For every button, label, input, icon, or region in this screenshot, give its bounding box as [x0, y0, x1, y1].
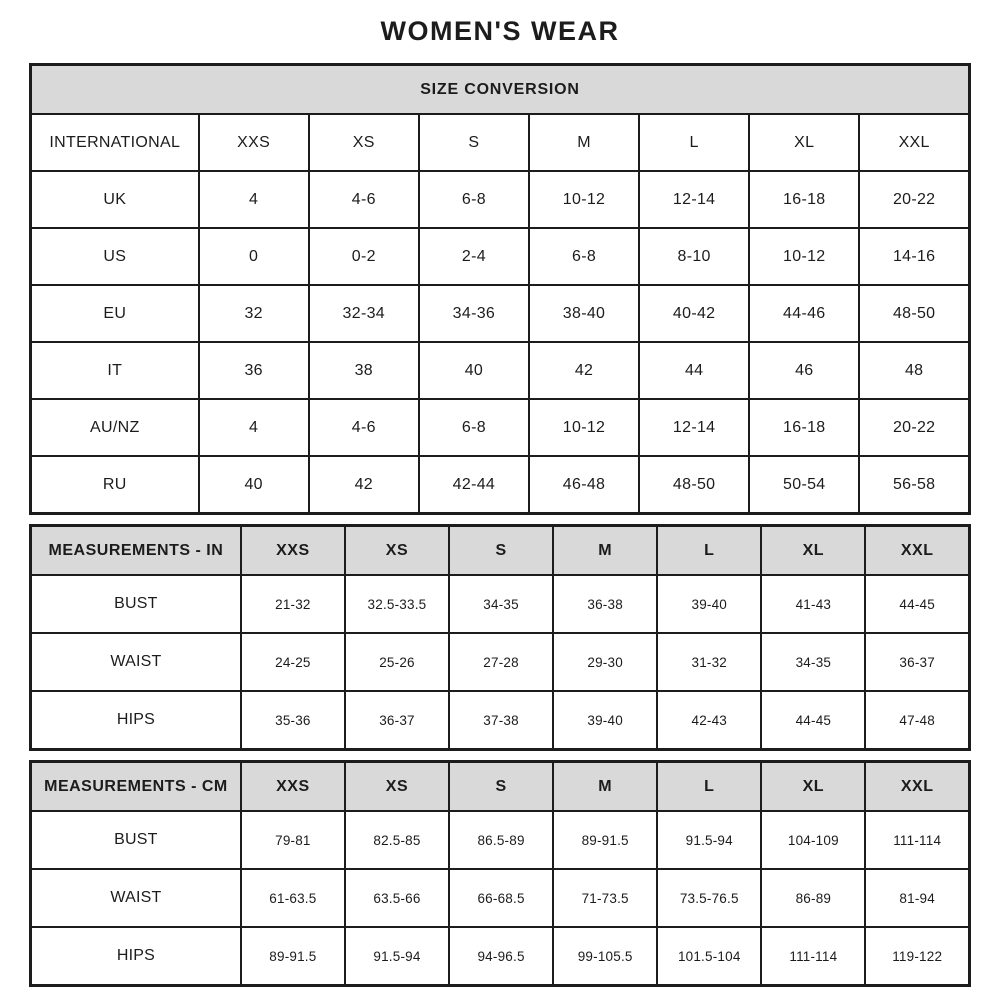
size-value-cell: 42 [309, 456, 419, 514]
column-header-size: XS [309, 114, 419, 171]
size-value-cell: 42-43 [657, 691, 761, 750]
size-value-cell: 20-22 [859, 171, 969, 228]
size-value-cell: 32-34 [309, 285, 419, 342]
size-value-cell: 4 [199, 399, 309, 456]
size-value-cell: 91.5-94 [657, 811, 761, 869]
size-value-cell: 44-45 [865, 575, 969, 633]
row-label: UK [31, 171, 199, 228]
size-value-cell: 39-40 [657, 575, 761, 633]
size-value-cell: 89-91.5 [553, 811, 657, 869]
size-value-cell: 40-42 [639, 285, 749, 342]
column-header-size: XXL [865, 762, 969, 812]
column-header-size: XXL [865, 526, 969, 576]
size-value-cell: 34-36 [419, 285, 529, 342]
measurements-cm-row [31, 927, 970, 986]
column-header-size: L [657, 526, 761, 576]
row-label: EU [31, 285, 199, 342]
size-value-cell: 44 [639, 342, 749, 399]
size-value-cell: 10-12 [529, 171, 639, 228]
size-value-cell: 4-6 [309, 171, 419, 228]
size-value-cell: 104-109 [761, 811, 865, 869]
size-value-cell: 40 [419, 342, 529, 399]
size-value-cell: 63.5-66 [345, 869, 449, 927]
column-header-size: S [449, 762, 553, 812]
size-value-cell: 99-105.5 [553, 927, 657, 986]
size-value-cell: 12-14 [639, 399, 749, 456]
size-value-cell: 32.5-33.5 [345, 575, 449, 633]
column-header-size: M [553, 762, 657, 812]
size-value-cell: 34-35 [449, 575, 553, 633]
size-value-cell: 38 [309, 342, 419, 399]
size-value-cell: 86-89 [761, 869, 865, 927]
size-value-cell: 6-8 [529, 228, 639, 285]
row-label: HIPS [31, 927, 241, 986]
size-value-cell: 91.5-94 [345, 927, 449, 986]
column-header-size: XXL [859, 114, 969, 171]
size-value-cell: 48 [859, 342, 969, 399]
size-value-cell: 21-32 [241, 575, 345, 633]
column-header-size: XL [749, 114, 859, 171]
size-conversion-header-row [31, 114, 970, 171]
size-value-cell: 44-45 [761, 691, 865, 750]
column-header-size: XXS [241, 762, 345, 812]
column-header-size: XXS [199, 114, 309, 171]
size-value-cell: 71-73.5 [553, 869, 657, 927]
size-value-cell: 4 [199, 171, 309, 228]
column-header-size: L [657, 762, 761, 812]
size-value-cell: 48-50 [639, 456, 749, 514]
size-conversion-row [31, 456, 970, 514]
row-label: RU [31, 456, 199, 514]
measurements-cm-title: MEASUREMENTS - CM [31, 762, 241, 812]
size-conversion-row [31, 285, 970, 342]
size-value-cell: 10-12 [529, 399, 639, 456]
size-value-cell: 47-48 [865, 691, 969, 750]
measurements-in-table [29, 524, 971, 751]
size-value-cell: 48-50 [859, 285, 969, 342]
column-header-size: M [553, 526, 657, 576]
size-value-cell: 79-81 [241, 811, 345, 869]
size-value-cell: 66-68.5 [449, 869, 553, 927]
measurements-in-header-row [31, 526, 970, 576]
size-value-cell: 0 [199, 228, 309, 285]
size-value-cell: 42-44 [419, 456, 529, 514]
size-value-cell: 56-58 [859, 456, 969, 514]
row-label: US [31, 228, 199, 285]
column-header-size: XS [345, 762, 449, 812]
size-conversion-title: SIZE CONVERSION [31, 65, 970, 115]
size-conversion-row [31, 399, 970, 456]
row-label: BUST [31, 811, 241, 869]
size-conversion-title-row [31, 65, 970, 115]
size-value-cell: 25-26 [345, 633, 449, 691]
size-value-cell: 36-37 [865, 633, 969, 691]
size-value-cell: 40 [199, 456, 309, 514]
size-value-cell: 82.5-85 [345, 811, 449, 869]
size-value-cell: 16-18 [749, 171, 859, 228]
size-value-cell: 16-18 [749, 399, 859, 456]
size-value-cell: 61-63.5 [241, 869, 345, 927]
size-conversion-row [31, 171, 970, 228]
size-value-cell: 42 [529, 342, 639, 399]
column-header-size: S [449, 526, 553, 576]
column-header-size: S [419, 114, 529, 171]
size-value-cell: 20-22 [859, 399, 969, 456]
size-conversion-row [31, 228, 970, 285]
size-value-cell: 94-96.5 [449, 927, 553, 986]
size-value-cell: 111-114 [761, 927, 865, 986]
size-value-cell: 36-38 [553, 575, 657, 633]
row-label: WAIST [31, 869, 241, 927]
size-value-cell: 6-8 [419, 171, 529, 228]
size-value-cell: 37-38 [449, 691, 553, 750]
measurements-cm-table [29, 760, 971, 987]
size-value-cell: 119-122 [865, 927, 969, 986]
page-title: WOMEN'S WEAR [380, 16, 620, 46]
measurements-in-row [31, 633, 970, 691]
size-value-cell: 4-6 [309, 399, 419, 456]
size-value-cell: 29-30 [553, 633, 657, 691]
size-value-cell: 31-32 [657, 633, 761, 691]
size-value-cell: 27-28 [449, 633, 553, 691]
size-value-cell: 0-2 [309, 228, 419, 285]
size-value-cell: 38-40 [529, 285, 639, 342]
size-value-cell: 6-8 [419, 399, 529, 456]
column-header-size: L [639, 114, 749, 171]
size-value-cell: 14-16 [859, 228, 969, 285]
size-value-cell: 35-36 [241, 691, 345, 750]
column-header-size: XL [761, 762, 865, 812]
size-value-cell: 36 [199, 342, 309, 399]
size-value-cell: 10-12 [749, 228, 859, 285]
size-value-cell: 73.5-76.5 [657, 869, 761, 927]
size-value-cell: 24-25 [241, 633, 345, 691]
row-label: BUST [31, 575, 241, 633]
size-conversion-row [31, 342, 970, 399]
column-header-size: XXS [241, 526, 345, 576]
size-value-cell: 46-48 [529, 456, 639, 514]
size-value-cell: 8-10 [639, 228, 749, 285]
row-label: IT [31, 342, 199, 399]
size-value-cell: 86.5-89 [449, 811, 553, 869]
size-value-cell: 36-37 [345, 691, 449, 750]
size-value-cell: 2-4 [419, 228, 529, 285]
size-value-cell: 111-114 [865, 811, 969, 869]
size-value-cell: 34-35 [761, 633, 865, 691]
size-value-cell: 44-46 [749, 285, 859, 342]
row-label: AU/NZ [31, 399, 199, 456]
size-value-cell: 89-91.5 [241, 927, 345, 986]
size-value-cell: 46 [749, 342, 859, 399]
size-value-cell: 32 [199, 285, 309, 342]
column-header-international: INTERNATIONAL [31, 114, 199, 171]
measurements-in-title: MEASUREMENTS - IN [31, 526, 241, 576]
measurements-in-row [31, 575, 970, 633]
measurements-cm-row [31, 811, 970, 869]
size-value-cell: 101.5-104 [657, 927, 761, 986]
size-value-cell: 12-14 [639, 171, 749, 228]
size-value-cell: 81-94 [865, 869, 969, 927]
measurements-cm-header-row [31, 762, 970, 812]
measurements-in-row [31, 691, 970, 750]
size-value-cell: 41-43 [761, 575, 865, 633]
size-value-cell: 50-54 [749, 456, 859, 514]
row-label: WAIST [31, 633, 241, 691]
measurements-cm-row [31, 869, 970, 927]
column-header-size: M [529, 114, 639, 171]
row-label: HIPS [31, 691, 241, 750]
size-value-cell: 39-40 [553, 691, 657, 750]
size-conversion-table [29, 63, 971, 515]
column-header-size: XL [761, 526, 865, 576]
column-header-size: XS [345, 526, 449, 576]
